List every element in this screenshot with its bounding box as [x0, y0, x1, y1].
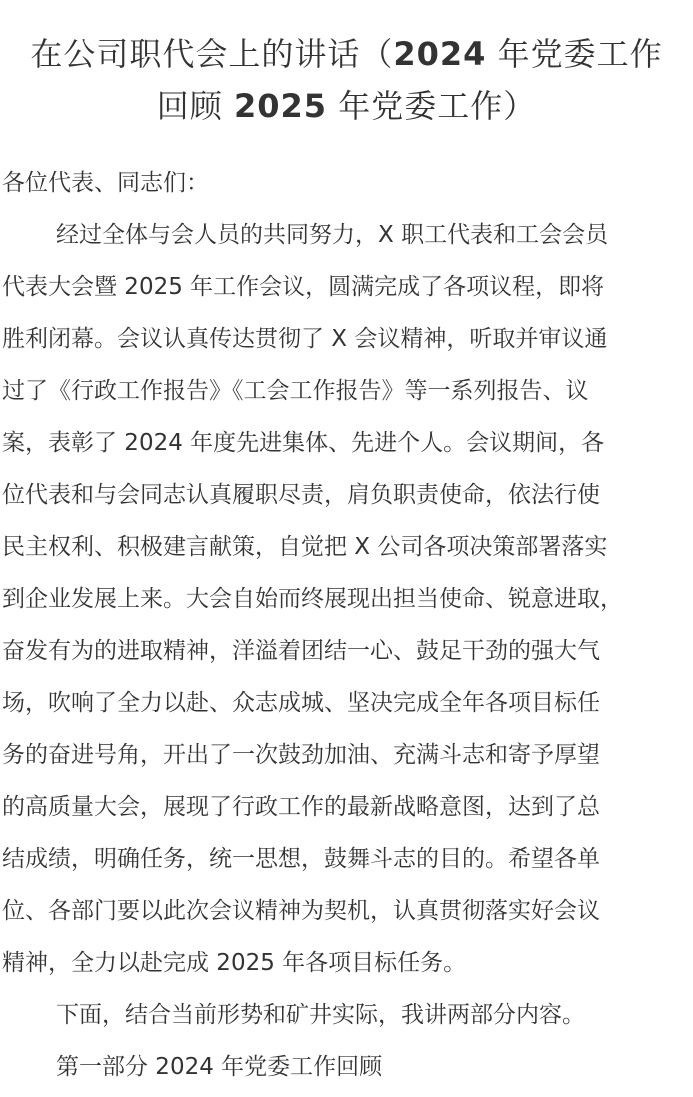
paragraph-line: 位代表和与会同志认真履职尽责，肩负职责使命，依法行使: [2, 482, 600, 508]
title-line-2: [0, 80, 693, 132]
paragraph-line: 结成绩，明确任务，统一思想，鼓舞斗志的目的。希望各单: [2, 846, 600, 872]
paragraph-line: 过了《行政工作报告》《工会工作报告》等一系列报告、议: [2, 378, 589, 404]
title-year: 2024: [393, 35, 487, 73]
paragraph-line: 民主权利、积极建言献策，自觉把 X 公司各项决策部署落实: [2, 534, 608, 560]
paragraph-line: 精神，全力以赴完成 2025 年各项目标任务。: [2, 950, 467, 976]
paragraph-1: [2, 209, 691, 989]
title-text: 年党委工作）: [327, 87, 537, 125]
greeting: 各位代表、同志们：: [2, 170, 209, 196]
section-heading: 第一部分 2024 年党委工作回顾: [56, 1054, 383, 1080]
title-line-1: [0, 28, 693, 80]
paragraph-line: 经过全体与会人员的共同努力，X 职工代表和工会会员: [56, 222, 609, 248]
document-body: [2, 157, 691, 1093]
paragraph-line: 胜利闭幕。会议认真传达贯彻了 X 会议精神，听取并审议通: [2, 326, 608, 352]
paragraph-line: 代表大会暨 2025 年工作会议，圆满完成了各项议程，即将: [2, 274, 605, 300]
paragraph-line: 的高质量大会，展现了行政工作的最新战略意图，达到了总: [2, 794, 600, 820]
paragraph-line: 位、各部门要以此次会议精神为契机，认真贯彻落实好会议: [2, 898, 600, 924]
paragraph-line: 到企业发展上来。大会自始而终展现出担当使命、锐意进取，: [2, 586, 623, 612]
title-year: 2025: [233, 87, 328, 125]
paragraph-line: 案，表彰了 2024 年度先进集体、先进个人。会议期间，各: [2, 430, 605, 456]
paragraph-line: 务的奋进号角，开出了一次鼓劲加油、充满斗志和寄予厚望: [2, 742, 600, 768]
title-text: 年党委工作: [486, 35, 663, 73]
paragraph-line: 奋发有为的进取精神，洋溢着团结一心、鼓足干劲的强大气: [2, 638, 600, 664]
document-title: [0, 28, 693, 132]
title-text: 在公司职代会上的讲话（: [30, 35, 394, 73]
paragraph-2: 下面，结合当前形势和矿井实际，我讲两部分内容。: [56, 1002, 585, 1028]
title-text: 回顾: [156, 87, 234, 125]
paragraph-line: 场，吹响了全力以赴、众志成城、坚决完成全年各项目标任: [2, 690, 600, 716]
